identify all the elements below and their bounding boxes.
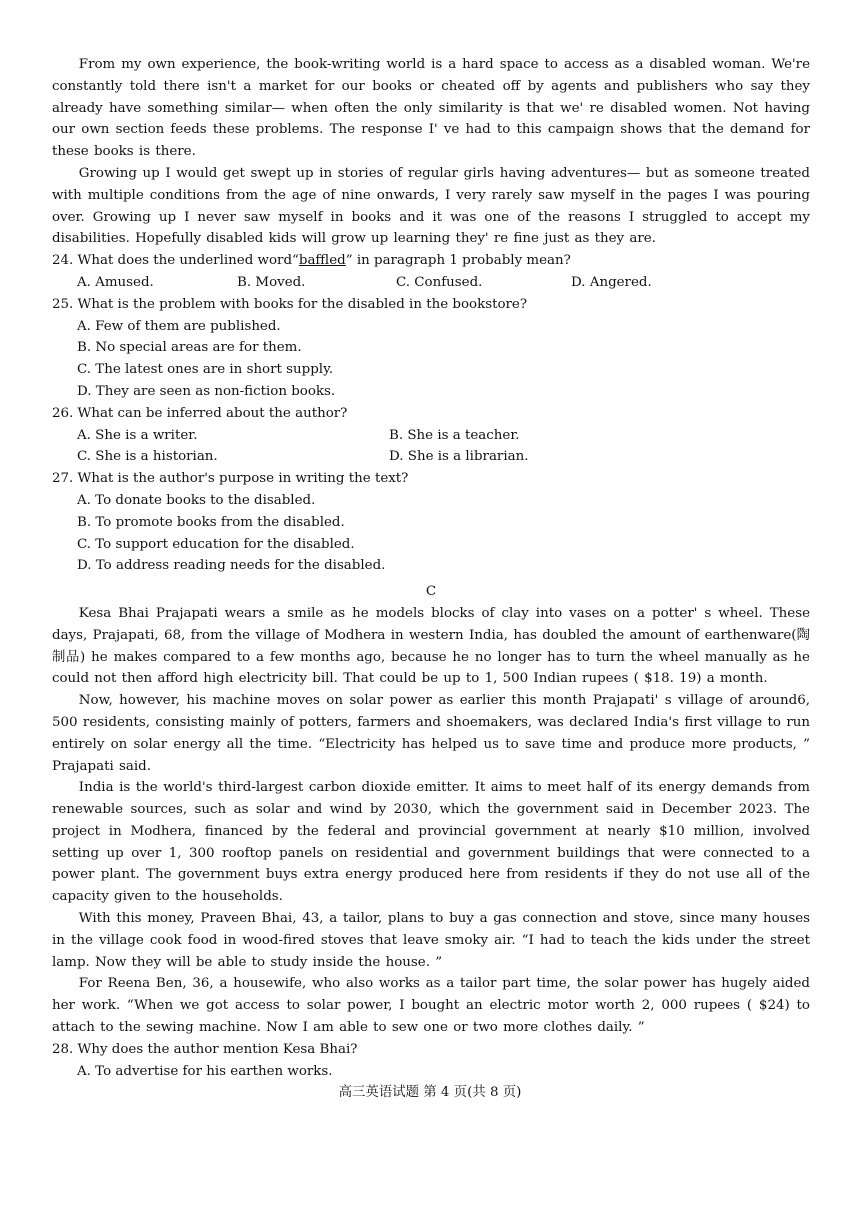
q26-option-c: C. She is a historian.	[77, 449, 218, 465]
page-footer: 高三英语试题 第 4 页(共 8 页)	[338, 1085, 522, 1100]
q26-option-d: D. She is a librarian.	[389, 449, 529, 465]
q25-option-d: D. They are seen as non-fiction books.	[77, 383, 336, 399]
passage-c-paragraph-5: For Reena Ben, 36, a housewife, who also works as a tailor part time, the solar power has hugely aided her work. “When we got access to solar power, I bought an electric motor worth 2, 000 rupees ( $24) to attach to the sewing machine. Now I am able to sew one or two more clothes daily. ”	[52, 976, 810, 1036]
q24-option-c: C. Confused.	[396, 274, 483, 290]
passage-c-paragraph-1: Kesa Bhai Prajapati wears a smile as he models blocks of clay into vases on a potter' s wheel. These days, Prajapati, 68, from the village of Modhera in western India, has doubled the amount of earthenware(陶制品) he makes compared to a few months ago, because he no longer has to turn the wheel manually as he could not then afford high electricity bill. That could be up to 1, 500 Indian rupees ( $18. 19) a month.	[52, 605, 810, 687]
question-28-stem: 28. Why does the author mention Kesa Bhai?	[52, 1041, 358, 1057]
q24-option-d: D. Angered.	[571, 274, 652, 290]
q28-option-a: A. To advertise for his earthen works.	[77, 1063, 333, 1079]
q27-option-a: A. To donate books to the disabled.	[77, 492, 316, 508]
q25-option-c: C. The latest ones are in short supply.	[77, 362, 334, 378]
question-25-stem: 25. What is the problem with books for the disabled in the bookstore?	[52, 296, 528, 312]
q27-option-b: B. To promote books from the disabled.	[77, 514, 345, 530]
underlined-word: baffled	[298, 253, 346, 269]
q26-option-a: A. She is a writer.	[77, 427, 198, 443]
passage-b-paragraph-2: Growing up I would get swept up in stories of regular girls having adventures— but as someone treated with multiple conditions from the age of nine onwards, I very rarely saw myself in the pages I was pouring over. Growing up I never saw myself in books and it was one of the reasons I struggled to accept my disabilities. Hopefully disabled kids will grow up learning they' re fine just as they are.	[52, 165, 810, 247]
passage-b-paragraph-1: From my own experience, the book-writing world is a hard space to access as a disabled woman. We're constantly told there isn't a market for our books or cheated off by agents and publishers who say they already have something similar— when often the only similarity is that we' re disabled women. Not having our own section feeds these problems. The response I' ve had to this campaign shows that the demand for these books is there.	[52, 57, 810, 160]
question-24-options	[52, 272, 810, 294]
section-c-heading: C	[425, 584, 437, 600]
q25-option-a: A. Few of them are published.	[77, 318, 281, 334]
passage-c-paragraph-2: Now, however, his machine moves on solar power as earlier this month Prajapati' s village of around6, 500 residents, consisting mainly of potters, farmers and shoemakers, was declared India's first village to run entirely on solar energy all the time. “Electricity has helped us to save time and produce more products, ” Prajapati said.	[52, 693, 810, 774]
q24-stem-start: 24. What does the underlined word“	[52, 253, 299, 269]
q26-option-b: B. She is a teacher.	[389, 427, 520, 443]
q24-stem-end: ” in paragraph 1 probably mean?	[345, 253, 571, 269]
question-27-stem: 27. What is the author's purpose in writing the text?	[52, 471, 409, 487]
q24-option-b: B. Moved.	[237, 274, 306, 290]
q24-option-a: A. Amused.	[77, 274, 154, 290]
q25-option-b: B. No special areas are for them.	[77, 340, 302, 356]
passage-c-paragraph-4: With this money, Praveen Bhai, 43, a tailor, plans to buy a gas connection and stove, since many houses in the village cook food in wood-fired stoves that leave smoky air. “I had to teach the kids under the street lamp. Now they will be able to study inside the house. ”	[52, 911, 810, 970]
q26-options-row-2	[52, 446, 810, 468]
q27-option-c: C. To support education for the disabled.	[77, 536, 355, 552]
passage-c-paragraph-3: India is the world's third-largest carbon dioxide emitter. It aims to meet half of its energy demands from renewable sources, such as solar and wind by 2030, which the government said in December 2023. The project in Modhera, financed by the federal and provincial government at nearly $10 million, involved setting up over 1, 300 rooftop panels on residential and government buildings that were connected to a power plant. The government buys extra energy produced here from residents if they do not use all of the capacity given to the households.	[52, 780, 810, 905]
question-26-stem: 26. What can be inferred about the author?	[52, 405, 348, 421]
exam-page	[52, 54, 810, 1082]
question-24-stem	[52, 250, 810, 272]
q27-option-d: D. To address reading needs for the disabled.	[77, 558, 386, 574]
q26-options-row-1	[52, 425, 810, 447]
